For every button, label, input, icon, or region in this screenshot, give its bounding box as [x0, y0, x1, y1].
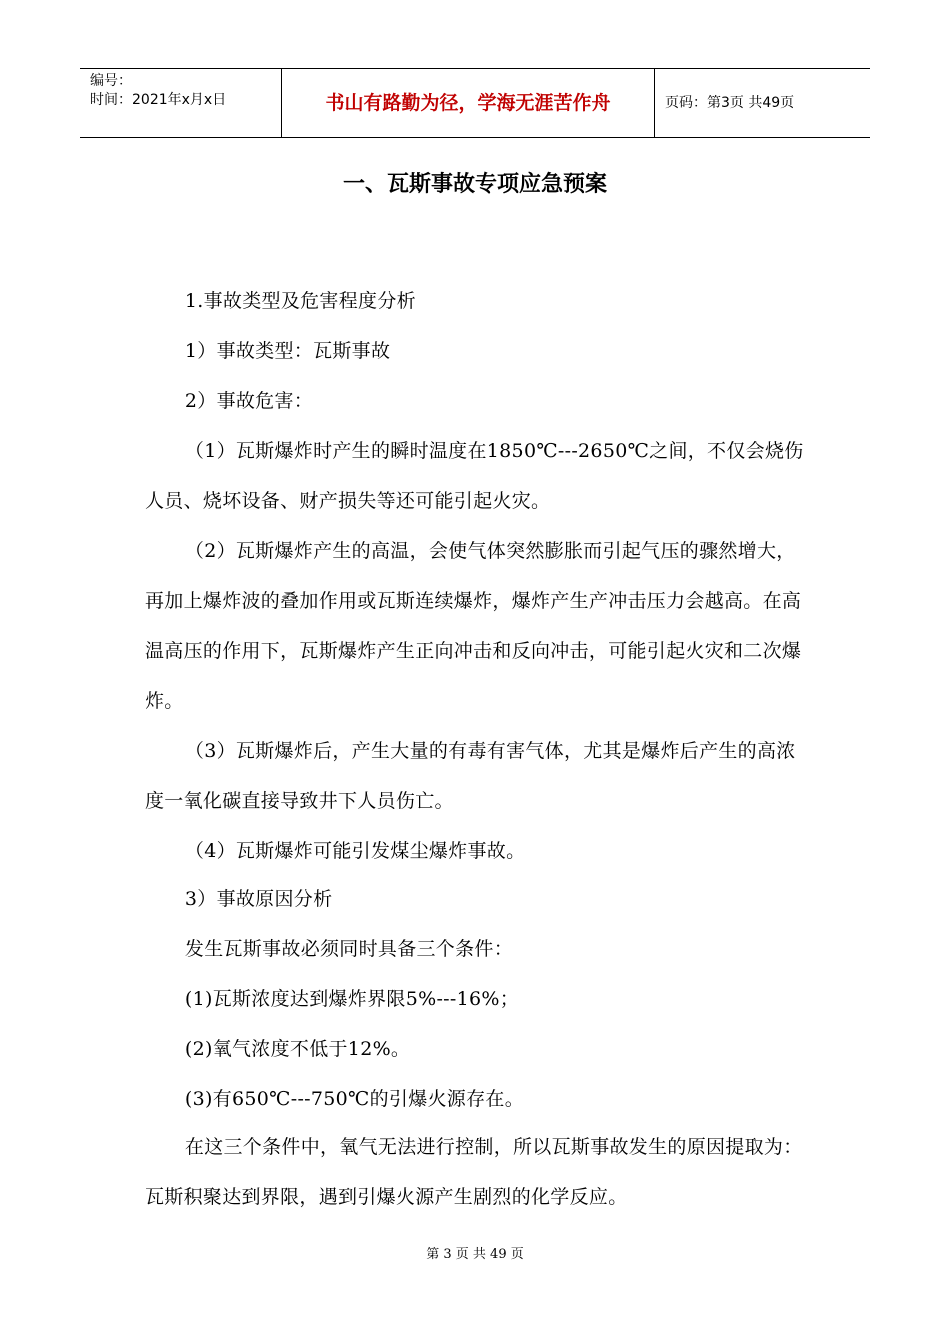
paragraph: 1.事故类型及危害程度分析 [184, 290, 416, 312]
header-motto-cell [282, 69, 655, 137]
document-time-label: 时间：2021年x月x日 [90, 92, 227, 108]
paragraph: 发生瓦斯事故必须同时具备三个条件： [184, 938, 513, 960]
paragraph: （1）瓦斯爆炸时产生的瞬时温度在1850℃---2650℃之间，不仅会烧伤人员、烧坏设备、财产损失等还可能引起火灾。 [145, 440, 804, 512]
paragraph: (2)氧气浓度不低于12%。 [184, 1038, 411, 1060]
page-footer: 第 3 页 共 49 页 [426, 1247, 524, 1262]
header-motto: 书山有路勤为径，学海无涯苦作舟 [325, 92, 611, 114]
paragraph: （3）瓦斯爆炸后，产生大量的有毒有害气体，尤其是爆炸后产生的高浓度一氧化碳直接导致井下人员伤亡。 [145, 740, 796, 812]
paragraph: 3）事故原因分析 [184, 888, 333, 910]
paragraph: （4）瓦斯爆炸可能引发煤尘爆炸事故。 [184, 840, 526, 862]
paragraph: 2）事故危害： [184, 390, 314, 412]
header-meta-cell [80, 69, 282, 137]
paragraph: (3)有650℃---750℃的引爆火源存在。 [184, 1088, 525, 1110]
paragraph: 1）事故类型：瓦斯事故 [184, 340, 391, 362]
document-title: 一、瓦斯事故专项应急预案 [342, 172, 607, 197]
header-page-cell [655, 69, 870, 137]
page-header [80, 68, 870, 138]
paragraph: 在这三个条件中，氧气无法进行控制，所以瓦斯事故发生的原因提取为：瓦斯积聚达到界限，遇到引爆火源产生剧烈的化学反应。 [145, 1136, 803, 1208]
document-number-label: 编号： [90, 73, 132, 89]
paragraph: (1)瓦斯浓度达到爆炸界限5%---16%； [184, 988, 520, 1010]
header-page-info: 页码：第3页 共49页 [665, 95, 795, 111]
paragraph: （2）瓦斯爆炸产生的高温，会使气体突然膨胀而引起气压的骤然增大，再加上爆炸波的叠加作用或瓦斯连续爆炸，爆炸产生产冲击压力会越高。在高温高压的作用下，瓦斯爆炸产生正向冲击和反向冲击，可能引起火灾和二次爆炸。 [145, 540, 802, 712]
